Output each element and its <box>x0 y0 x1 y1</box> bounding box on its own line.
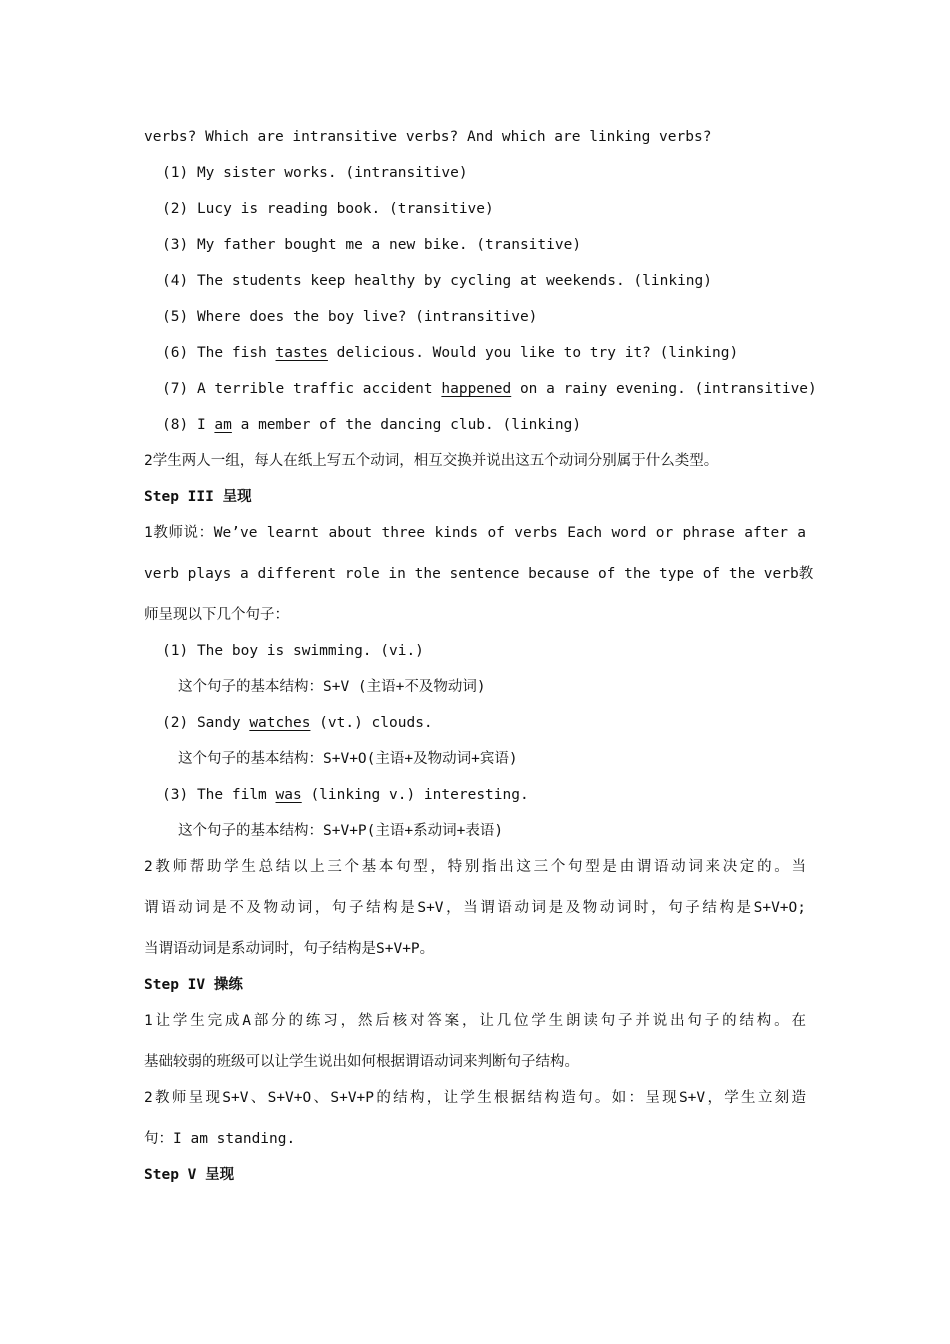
exercise-item-7: (7) A terrible traffic accident happened on a rainy evening. (intransitive) <box>162 381 817 397</box>
pair-work-paragraph: 2学生两人一组，每人在纸上写五个动词，相互交换并说出这五个动词分别属于什么类型。 <box>144 453 719 469</box>
example-sentence-2: (2) Sandy watches (vt.) clouds. <box>162 715 433 731</box>
step4-p1-line2: 基础较弱的班级可以让学生说出如何根据谓语动词来判断句子结构。 <box>144 1054 579 1070</box>
exercise-item-6: (6) The fish tastes delicious. Would you like to try it? (linking) <box>162 345 739 361</box>
structure-note-3: 这个句子的基本结构：S+V+P(主语+系动词+表语) <box>178 823 504 839</box>
underlined-verb: was <box>275 787 302 803</box>
exercise-item-3: (3) My father bought me a new bike. (transitive) <box>162 237 582 253</box>
underlined-verb: tastes <box>275 345 328 361</box>
step4-p2-line2: 句：I am standing. <box>144 1131 296 1147</box>
step3-p2-line2: 谓语动词是不及物动词，句子结构是S+V，当谓语动词是及物动词时，句子结构是S+V+O; <box>144 900 806 916</box>
structure-note-2: 这个句子的基本结构：S+V+O(主语+及物动词+宾语) <box>178 751 518 767</box>
example-sentence-1: (1) The boy is swimming. (vi.) <box>162 643 424 659</box>
structure-note-1: 这个句子的基本结构：S+V (主语+不及物动词) <box>178 679 486 695</box>
intro-line: verbs? Which are intransitive verbs? And which are linking verbs? <box>144 129 712 145</box>
exercise-item-1: (1) My sister works. (intransitive) <box>162 165 468 181</box>
exercise-item-8: (8) I am a member of the dancing club. (linking) <box>162 417 582 433</box>
exercise-item-4: (4) The students keep healthy by cycling at weekends. (linking) <box>162 273 712 289</box>
step4-p2-line1: 2教师呈现S+V、S+V+O、S+V+P的结构，让学生根据结构造句。如：呈现S+V，学生立刻造 <box>144 1090 806 1106</box>
step3-p1-line2: verb plays a different role in the sentence because of the type of the verb教 <box>144 566 814 582</box>
example-sentence-3: (3) The film was (linking v.) interesting. <box>162 787 529 803</box>
step3-p1-line1: 1教师说：We’ve learnt about three kinds of verbs Each word or phrase after a <box>144 525 806 541</box>
exercise-item-5: (5) Where does the boy live? (intransitive) <box>162 309 538 325</box>
underlined-verb: happened <box>441 381 512 397</box>
step4-p1-line1: 1让学生完成A部分的练习，然后核对答案，让几位学生朗读句子并说出句子的结构。在 <box>144 1013 806 1029</box>
step4-heading: Step IV 操练 <box>144 977 243 993</box>
step3-heading: Step III 呈现 <box>144 489 252 505</box>
exercise-item-2: (2) Lucy is reading book. (transitive) <box>162 201 494 217</box>
step5-heading: Step V 呈现 <box>144 1167 235 1183</box>
underlined-verb: am <box>214 417 232 433</box>
step3-p2-line1: 2教师帮助学生总结以上三个基本句型，特别指出这三个句型是由谓语动词来决定的。当 <box>144 859 806 875</box>
step3-p1-line3: 师呈现以下几个句子： <box>144 607 289 623</box>
underlined-verb: watches <box>249 715 311 731</box>
step3-p2-line3: 当谓语动词是系动词时，句子结构是S+V+P。 <box>144 941 435 957</box>
